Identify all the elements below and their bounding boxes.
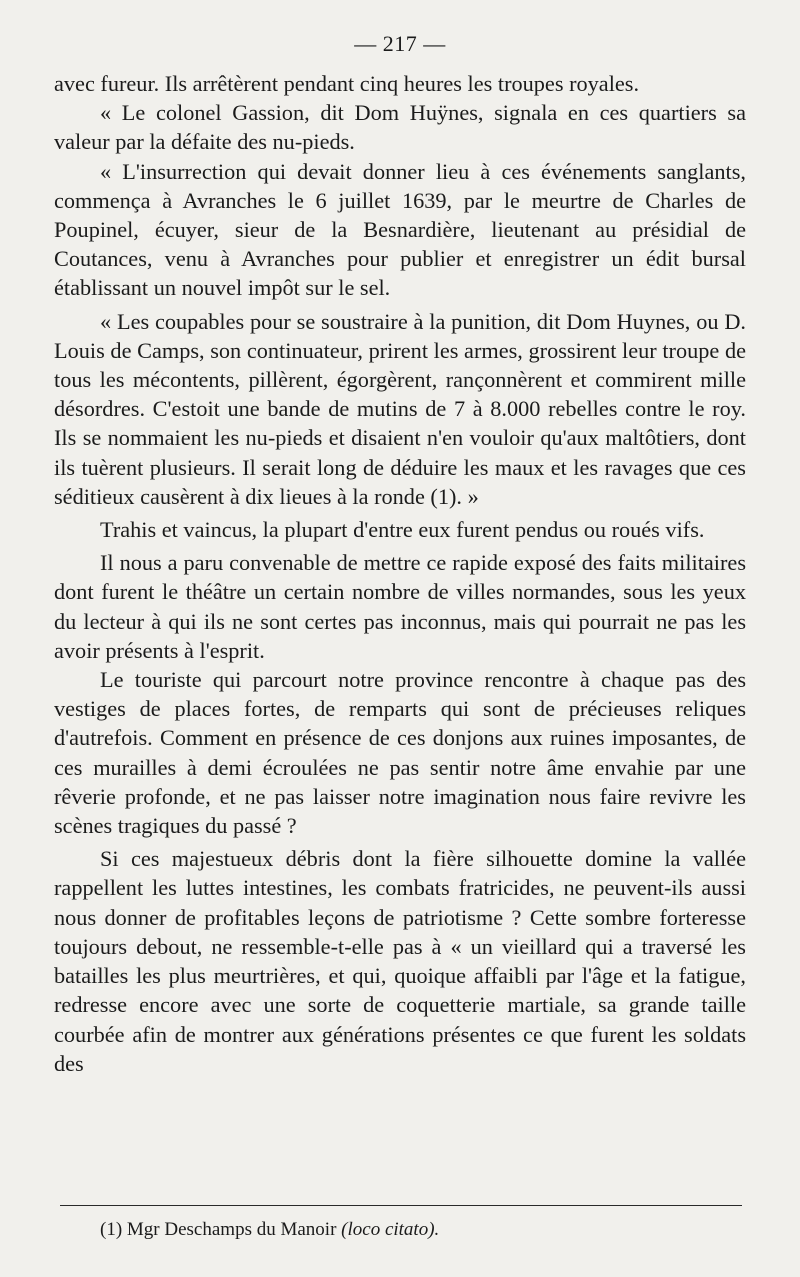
paragraph: Trahis et vaincus, la plupart d'entre eux furent pendus ou roués vifs. [100, 517, 705, 543]
footnote-divider [60, 1205, 742, 1206]
footnote [100, 1218, 439, 1242]
footnote-author: Mgr Deschamps du Manoir [126, 1219, 337, 1240]
paragraph: Il nous a paru convenable de mettre ce rapide exposé des faits militaires dont furent le théâtre un certain nombre de villes normandes, sous les yeux du lecteur à qui ils ne sont certes pas inconnus, mais qui pourrait ne pas les avoir présents à l'esprit. [54, 550, 746, 663]
page-number: — 217 — [354, 31, 446, 56]
paragraph: Si ces majestueux débris dont la fière silhouette domine la vallée rappellent les luttes intestines, les combats fratricides, ne peuvent-ils aussi nous donner de profitables leçons de patriotisme ? Cette sombre forteresse toujours debout, ne ressemble-t-elle pas à « un vieillard qui a traversé les batailles les plus meurtrières, et qui, quoique affaibli par l'âge et la fatigue, redresse encore avec une sorte de coquetterie martiale, sa grande taille courbée afin de montrer aux générations présentes ce que furent les soldats des [54, 846, 746, 1076]
footnote-citation: (loco citato). [341, 1219, 440, 1240]
paragraph: Le touriste qui parcourt notre province rencontre à chaque pas des vestiges de places fortes, de remparts qui sont de précieuses reliques d'autrefois. Comment en présence de ces donjons aux ruines imposantes, de ces murailles à demi écroulées ne pas sentir notre âme envahie par une rêverie profonde, et ne pas laisser notre imagination nous faire revivre les scènes tragiques du passé ? [54, 667, 746, 839]
paragraph: « L'insurrection qui devait donner lieu à ces événements sanglants, commença à Avranches le 6 juillet 1639, par le meurtre de Charles de Poupinel, écuyer, sieur de la Besnardière, lieutenant au présidial de Coutances, venu à Avranches pour publier et enregistrer un édit bursal établissant un nouvel impôt sur le sel. [54, 158, 746, 301]
body-text [54, 69, 746, 1078]
paragraph: « Le colonel Gassion, dit Dom Huÿnes, signala en ces quartiers sa valeur par la défaite des nu-pieds. [54, 100, 746, 155]
book-page [54, 30, 746, 1260]
paragraph: avec fureur. Ils arrêtèrent pendant cinq heures les troupes royales. [54, 71, 640, 96]
paragraph: « Les coupables pour se soustraire à la punition, dit Dom Huynes, ou D. Louis de Camps, son continuateur, prirent les armes, grossirent leur troupe de tous les mécontents, pillèrent, égorgèrent, rançonnèrent et commirent mille désordres. C'estoit une bande de mutins de 7 à 8.000 rebelles contre le roy. Ils se nommaient les nu-pieds et disaient n'en vouloir qu'aux maltôtiers, dont ils tuèrent plusieurs. Il serait long de déduire les maux et les ravages que ces séditieux causèrent à dix lieues à la ronde (1). » [54, 308, 746, 509]
footnote-marker: (1) [100, 1219, 123, 1240]
